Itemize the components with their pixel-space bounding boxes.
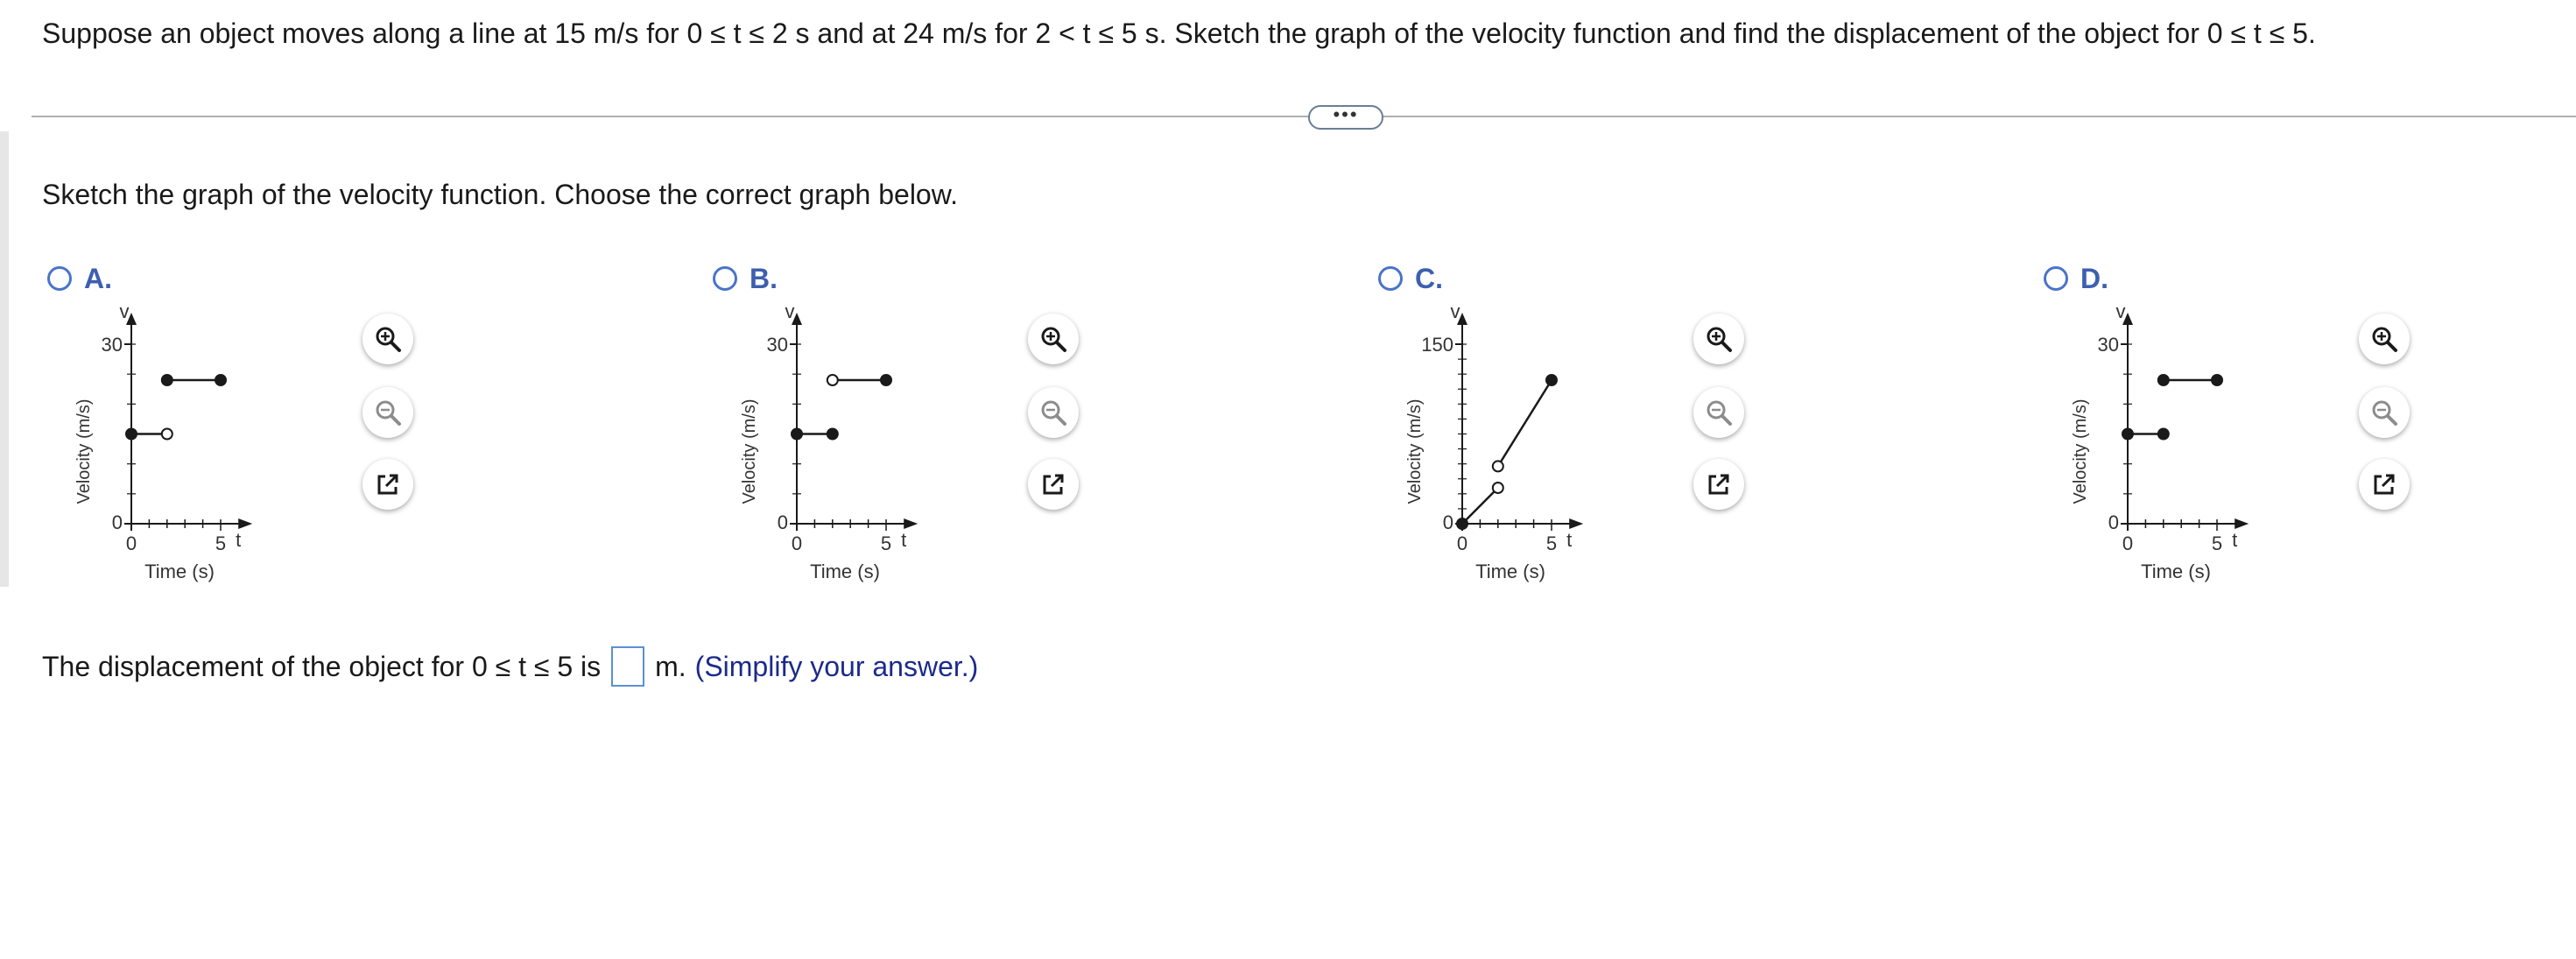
- open-new-window-button[interactable]: [362, 459, 413, 510]
- x-axis-symbol: t: [1566, 529, 1573, 551]
- divider: [32, 116, 2576, 117]
- zoom-out-button[interactable]: [1028, 387, 1079, 438]
- x-axis-symbol: t: [2232, 529, 2238, 551]
- zoom-out-icon: [1704, 398, 1734, 427]
- radio-button[interactable]: [713, 266, 737, 291]
- zoom-out-button[interactable]: [2359, 387, 2410, 438]
- closed-point: [2122, 429, 2133, 440]
- zoom-out-button[interactable]: [1693, 387, 1744, 438]
- y-axis-symbol: v: [119, 305, 130, 322]
- answer-row: [42, 646, 978, 687]
- y-tick-label: 30: [766, 334, 788, 356]
- zoom-in-button[interactable]: [2359, 314, 2410, 364]
- option-d: [2044, 259, 2576, 610]
- closed-point: [881, 375, 891, 385]
- y-axis-label: Velocity (m/s): [1405, 398, 1425, 504]
- y-axis-label: Velocity (m/s): [74, 398, 94, 504]
- option-letter: D.: [2080, 262, 2108, 294]
- x-axis-label: Time (s): [2141, 561, 2211, 582]
- open-new-window-button[interactable]: [1693, 459, 1744, 510]
- y-axis-symbol: v: [2115, 305, 2126, 322]
- zoom-out-icon: [2369, 398, 2399, 427]
- y-tick-label: 150: [1421, 334, 1453, 356]
- open-point: [1493, 461, 1503, 471]
- y-axis-label: Velocity (m/s): [2071, 398, 2090, 504]
- x-tick-label: 5: [880, 532, 892, 554]
- y-tick-label: 30: [2097, 334, 2119, 356]
- option-b: [713, 259, 1378, 610]
- answer-unit: m.: [655, 650, 686, 682]
- x-tick-label: 0: [1456, 532, 1468, 554]
- x-axis-label: Time (s): [1475, 561, 1545, 582]
- y-tick-label: 30: [101, 334, 123, 356]
- x-axis-symbol: t: [236, 529, 242, 551]
- y-tick-label: 0: [111, 511, 123, 533]
- x-axis-arrow: [238, 518, 252, 529]
- series-line: [1498, 380, 1552, 466]
- velocity-graph: [2052, 305, 2350, 594]
- closed-point: [1457, 518, 1467, 529]
- x-axis-arrow: [1569, 518, 1583, 529]
- x-axis-label: Time (s): [144, 561, 215, 582]
- x-tick-label: 0: [791, 532, 803, 554]
- x-tick-label: 5: [2211, 532, 2223, 554]
- option-a: [47, 259, 713, 610]
- graph-prompt: Sketch the graph of the velocity function. Choose the correct graph below.: [42, 179, 958, 210]
- zoom-in-button[interactable]: [1693, 314, 1744, 364]
- radio-button[interactable]: [47, 266, 72, 291]
- x-axis-arrow: [2235, 518, 2249, 529]
- x-tick-label: 5: [1545, 532, 1558, 554]
- external-link-icon: [1038, 469, 1068, 499]
- open-new-window-button[interactable]: [2359, 459, 2410, 510]
- velocity-graph: [1387, 305, 1685, 594]
- open-point: [162, 429, 172, 440]
- external-link-icon: [2369, 469, 2399, 499]
- zoom-in-icon: [1704, 324, 1734, 354]
- radio-button[interactable]: [2044, 266, 2068, 291]
- y-axis-symbol: v: [1450, 305, 1460, 322]
- closed-point: [126, 429, 137, 440]
- expand-more-button[interactable]: •••: [1308, 105, 1383, 130]
- closed-point: [2158, 375, 2169, 385]
- external-link-icon: [1704, 469, 1734, 499]
- zoom-in-icon: [2369, 324, 2399, 354]
- closed-point: [1546, 375, 1557, 385]
- option-c-choice[interactable]: [1378, 261, 1443, 296]
- option-c: [1378, 259, 2044, 610]
- option-b-choice[interactable]: [713, 261, 778, 296]
- answer-hint: (Simplify your answer.): [694, 650, 979, 682]
- x-axis-label: Time (s): [810, 561, 880, 582]
- open-point: [1493, 483, 1503, 493]
- answer-prefix: The displacement of the object for 0 ≤ t ≤ 5 is: [42, 650, 602, 682]
- x-tick-label: 0: [125, 532, 137, 554]
- closed-point: [792, 429, 802, 440]
- y-tick-label: 0: [2108, 511, 2119, 533]
- closed-point: [827, 429, 838, 440]
- velocity-graph: [56, 305, 354, 594]
- question-text: Suppose an object moves along a line at 15 m/s for 0 ≤ t ≤ 2 s and at 24 m/s for 2 < t ≤ 5 s. Sketch the graph of the velocity function and find the displacement of the object for 0 ≤ t ≤ 5.: [42, 18, 2316, 49]
- closed-point: [2158, 429, 2169, 440]
- zoom-in-icon: [373, 324, 403, 354]
- open-point: [827, 375, 838, 385]
- open-new-window-button[interactable]: [1028, 459, 1079, 510]
- option-letter: B.: [750, 262, 778, 294]
- zoom-in-button[interactable]: [362, 314, 413, 364]
- zoom-out-icon: [373, 398, 403, 427]
- zoom-out-button[interactable]: [362, 387, 413, 438]
- y-axis-symbol: v: [785, 305, 795, 322]
- series-line: [1462, 488, 1498, 524]
- x-axis-arrow: [904, 518, 918, 529]
- external-link-icon: [373, 469, 403, 499]
- velocity-graph: [721, 305, 1019, 594]
- x-tick-label: 5: [215, 532, 227, 554]
- zoom-in-button[interactable]: [1028, 314, 1079, 364]
- y-tick-label: 0: [1442, 511, 1453, 533]
- y-tick-label: 0: [777, 511, 788, 533]
- y-axis-label: Velocity (m/s): [740, 398, 759, 504]
- option-letter: A.: [84, 262, 112, 294]
- radio-button[interactable]: [1378, 266, 1403, 291]
- closed-point: [162, 375, 172, 385]
- option-a-choice[interactable]: [47, 261, 112, 296]
- left-edge-bar: [0, 131, 9, 587]
- closed-point: [2212, 375, 2222, 385]
- option-letter: C.: [1415, 262, 1443, 294]
- closed-point: [215, 375, 226, 385]
- x-tick-label: 0: [2122, 532, 2134, 554]
- zoom-out-icon: [1038, 398, 1068, 427]
- x-axis-symbol: t: [901, 529, 907, 551]
- zoom-in-icon: [1038, 324, 1068, 354]
- displacement-input[interactable]: [611, 646, 644, 687]
- option-d-choice[interactable]: [2044, 261, 2108, 296]
